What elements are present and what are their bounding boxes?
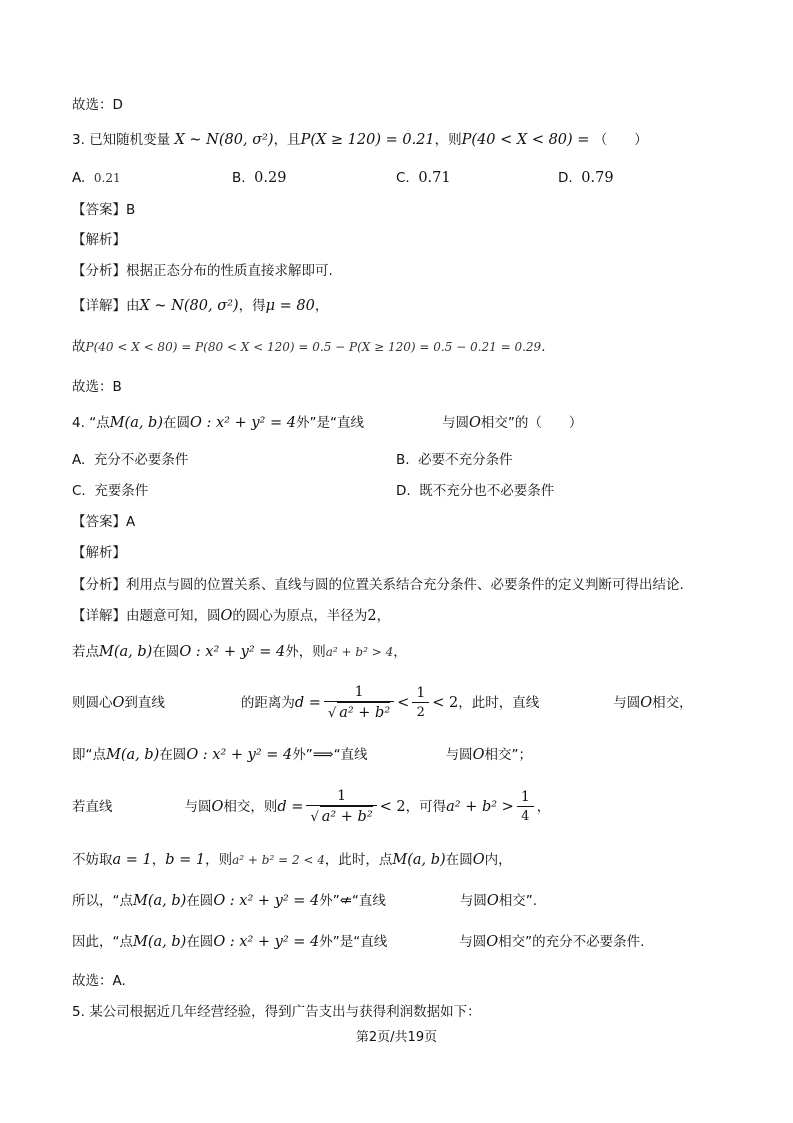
point-m: M(a, b) (109, 415, 163, 431)
circle-o: O (220, 608, 233, 624)
q5-stem (72, 1002, 481, 1022)
distance-symbol: d = (277, 799, 304, 815)
q4-stem-text: 在圆 (163, 415, 190, 431)
option-value: 0.79 (581, 170, 614, 186)
inequality-intersect: a² + b² > (446, 799, 514, 815)
half-fraction (412, 684, 429, 723)
less-than: < (397, 695, 410, 711)
q4-detail-8 (72, 932, 644, 952)
detail-text: ， (536, 799, 551, 815)
detail-text: “直线 (333, 747, 368, 763)
circle-o: O (472, 747, 485, 763)
fenxi-text: 根据正态分布的性质直接求解即可. (126, 263, 333, 279)
option-value: 0.21 (93, 171, 121, 185)
detail-text: 在圆 (445, 852, 473, 868)
point-m: M(a, b) (106, 747, 160, 763)
detail-text: 外” (319, 893, 340, 909)
detail-text: 的圆心为原点，半径为 (232, 608, 368, 624)
option-value: 0.29 (254, 170, 287, 186)
option-letter: D. (558, 170, 573, 186)
detail-text: ，此时，直线 (458, 695, 540, 711)
detail-text: 相交， (652, 695, 693, 711)
detail-text: ， (376, 608, 391, 624)
detail-text: 由题意可知，圆 (126, 608, 221, 624)
point-m: M(a, b) (133, 934, 187, 950)
detail-text: ， (314, 298, 329, 314)
answer-value: A (126, 514, 136, 530)
detail-text: 内， (484, 852, 512, 868)
point-m: M(a, b) (99, 644, 153, 660)
detail-text: ，则 (205, 852, 233, 868)
detail-text: 在圆 (186, 893, 214, 909)
detail-text: 由 (126, 298, 140, 314)
detail-text: 相交，则 (223, 799, 278, 815)
q4-stem (72, 413, 582, 433)
q3-option-c (396, 168, 451, 188)
inequality-inside: a² + b² = 2 < 4 (232, 853, 325, 867)
answer-value: B (126, 202, 136, 218)
circle-o: O (486, 934, 499, 950)
detail-text: 与圆 (445, 747, 473, 763)
circle-o: O (112, 695, 125, 711)
detail-text: 到直线 (124, 695, 165, 711)
option-text: 既不充分也不必要条件 (419, 483, 555, 499)
q3-number: 3. (72, 132, 85, 148)
detail-text: ，可得 (405, 799, 447, 815)
fraction-numerator: 1 (416, 684, 426, 701)
detail-text: 外，则 (285, 644, 326, 660)
detail-text: 相交”. (498, 893, 538, 909)
option-letter: B. (232, 170, 246, 186)
option-text: 必要不充分条件 (418, 452, 513, 468)
q5-stem-text: 某公司根据近几年经营经验，得到广告支出与获得利润数据如下： (89, 1004, 481, 1020)
detail-text: ，此时，点 (324, 852, 393, 868)
detail-tag: 【详解】 (72, 608, 126, 624)
q3-detail (72, 296, 328, 316)
circle-equation: O : x² + y² = 4 (213, 934, 320, 950)
fraction-denominator: √ a² + b² (324, 701, 394, 724)
q3-distribution: X ~ N(80, σ²) (174, 132, 274, 148)
q4-detail-4 (72, 745, 532, 765)
q4-stem-text: 相交”的（ ） (480, 415, 583, 431)
a-value: a = 1 (112, 852, 152, 868)
q4-fenxi (72, 575, 684, 595)
q3-asked-probability: P(40 < X < 80) = (461, 132, 590, 148)
fraction-denominator: √ a² + b² (306, 805, 376, 828)
q4-detail-2 (72, 642, 407, 662)
detail-text: 与圆 (613, 695, 641, 711)
q4-option-c (72, 481, 148, 501)
q3-option-d (558, 168, 614, 188)
circle-o: O (211, 799, 224, 815)
q5-number: 5. (72, 1004, 85, 1020)
fraction-numerator: 1 (337, 787, 346, 804)
detail-text: 不妨取 (72, 852, 113, 868)
implies-arrow: ⟹ (312, 747, 334, 763)
q3-stem-text: ，则 (434, 132, 462, 148)
detail-text: 若直线 (72, 799, 113, 815)
detail-text: “直线 (351, 893, 386, 909)
not-implied-arrow: ⇍ (339, 893, 352, 909)
detail-text: 与圆 (459, 934, 487, 950)
option-text: 充分不必要条件 (93, 452, 189, 468)
detail-text: . (541, 339, 546, 355)
q2-choice-line: 故选：D (72, 97, 123, 113)
q4-detail-5 (72, 784, 550, 830)
detail-text: ，得 (238, 298, 266, 314)
detail-text: 外”是“直线 (319, 934, 388, 950)
q4-stem-text: 与圆 (441, 415, 469, 431)
detail-text: 即“点 (72, 747, 106, 763)
q4-detail-7 (72, 891, 537, 911)
detail-text: 因此，“点 (72, 934, 133, 950)
detail-text: 在圆 (152, 644, 180, 660)
detail-text: 与圆 (184, 799, 212, 815)
detail-text: ， (393, 644, 407, 660)
q3-option-a (72, 168, 121, 188)
q3-calculation (72, 337, 545, 357)
detail-text: ， (151, 852, 166, 868)
q4-detail-3 (72, 680, 693, 726)
q3-analysis-tag: 【解析】 (72, 232, 126, 248)
circle-o: O (472, 852, 485, 868)
detail-tag: 【详解】 (72, 298, 126, 314)
q3-mu-value: μ = 80 (265, 298, 315, 314)
detail-text: 相交”； (484, 747, 532, 763)
q3-stem-text: ，且 (273, 132, 301, 148)
q4-option-d (396, 481, 554, 501)
option-value: 0.71 (418, 170, 451, 186)
sqrt-radicand: a² + b² (337, 702, 390, 723)
detail-text: 在圆 (186, 934, 214, 950)
q4-answer (72, 512, 135, 532)
option-letter: D. (396, 483, 411, 499)
q4-stem-text: “点 (89, 415, 110, 431)
q3-detail-distribution: X ~ N(80, σ²) (139, 298, 239, 314)
q4-choice-line: 故选：A. (72, 973, 126, 989)
fraction-numerator: 1 (520, 788, 530, 805)
fenxi-tag: 【分析】 (72, 577, 126, 593)
circle-equation: O : x² + y² = 4 (179, 644, 286, 660)
q4-option-b (396, 450, 513, 470)
q3-option-b (232, 168, 286, 188)
q3-given-probability: P(X ≥ 120) = 0.21 (300, 132, 435, 148)
q4-detail-6 (72, 850, 512, 870)
circle-o: O (486, 893, 499, 909)
detail-text: 的距离为 (240, 695, 295, 711)
q3-calc-chain: P(40 < X < 80) = P(80 < X < 120) = 0.5 − P(X ≥ 120) = 0.5 − 0.21 = 0.29 (85, 340, 542, 354)
fraction-denominator: 2 (412, 702, 429, 723)
q4-detail-1 (72, 606, 390, 626)
quarter-fraction (517, 788, 534, 827)
circle-equation: O : x² + y² = 4 (213, 893, 320, 909)
q4-number: 4. (72, 415, 85, 431)
detail-text: 若点 (72, 644, 99, 660)
q3-answer (72, 200, 135, 220)
b-value: b = 1 (165, 852, 206, 868)
page-number: 第2页/共19页 (355, 1030, 438, 1045)
detail-text: 则圆心 (72, 695, 113, 711)
detail-text: 与圆 (459, 893, 487, 909)
option-letter: B. (396, 452, 410, 468)
fraction-numerator: 1 (354, 683, 364, 700)
fenxi-text: 利用点与圆的位置关系、直线与圆的位置关系结合充分条件、必要条件的定义判断可得出结论. (126, 577, 684, 593)
less-than-two: < 2 (432, 695, 459, 711)
q4-option-a (72, 450, 188, 470)
q3-stem-text: 已知随机变量 (89, 132, 171, 148)
circle-equation: O : x² + y² = 4 (186, 747, 293, 763)
q4-stem-text: 外”是“直线 (295, 415, 364, 431)
q3-answer-blank: （ ） (593, 132, 648, 148)
detail-text: 故 (72, 339, 86, 355)
distance-symbol: d = (294, 695, 321, 711)
sqrt-radicand: a² + b² (320, 806, 373, 827)
fenxi-tag: 【分析】 (72, 263, 126, 279)
distance-fraction (306, 787, 376, 828)
point-m: M(a, b) (133, 893, 187, 909)
q4-analysis-tag: 【解析】 (72, 545, 126, 561)
detail-text: 外” (292, 747, 313, 763)
less-than-two: < 2 (379, 799, 406, 815)
point-m: M(a, b) (392, 852, 446, 868)
answer-tag: 【答案】 (72, 202, 126, 218)
q3-choice-line: 故选：B (72, 379, 122, 395)
q3-fenxi (72, 261, 333, 281)
fraction-denominator: 4 (517, 806, 534, 827)
circle-o: O (468, 415, 481, 431)
option-letter: C. (72, 483, 86, 499)
radius-value: 2 (367, 608, 377, 624)
option-letter: A. (72, 452, 86, 468)
answer-tag: 【答案】 (72, 514, 126, 530)
circle-o: O (640, 695, 653, 711)
option-text: 充要条件 (94, 483, 149, 499)
detail-text: 相交”的充分不必要条件. (498, 934, 645, 950)
detail-text: 所以，“点 (72, 893, 133, 909)
inequality-outside: a² + b² > 4 (325, 645, 394, 659)
circle-equation: O : x² + y² = 4 (190, 415, 296, 431)
option-letter: C. (396, 170, 410, 186)
detail-text: 在圆 (159, 747, 187, 763)
q3-stem (72, 130, 648, 150)
option-letter: A. (72, 170, 86, 186)
distance-fraction (324, 683, 394, 724)
